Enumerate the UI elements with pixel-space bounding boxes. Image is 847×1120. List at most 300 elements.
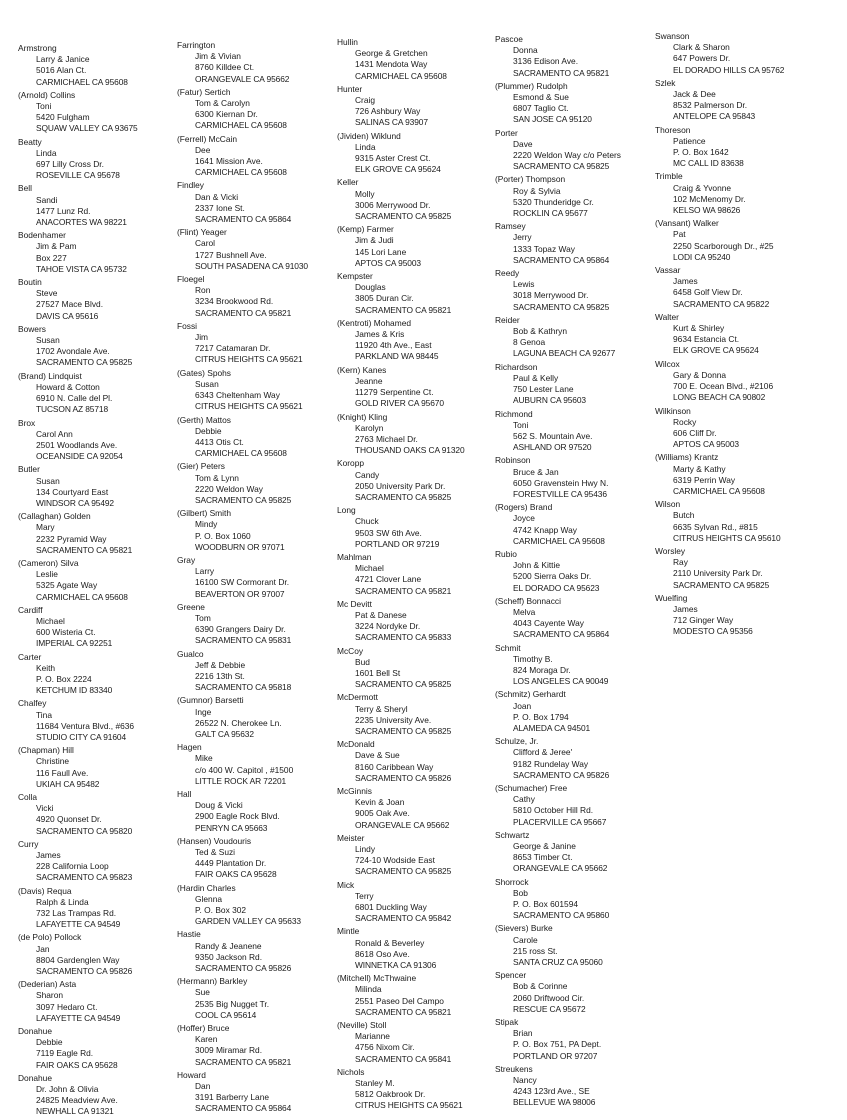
entry-city-state-zip: SACRAMENTO CA 95821 [355,304,452,315]
directory-entry [177,836,342,881]
entry-city-state-zip: SACRAMENTO CA 95860 [513,910,610,921]
directory-entry [177,180,342,225]
entry-street-address: P. O. Box 1642 [673,147,729,158]
entry-surname: (Gates) Spohs [177,367,231,378]
entry-city-state-zip: SACRAMENTO CA 95841 [355,1053,452,1064]
entry-first-names: Clifford & Jeree' [513,747,573,758]
entry-surname: (Callaghan) Golden [18,511,91,522]
entry-first-names: Dan & Vicki [195,191,239,202]
entry-city-state-zip: RESCUE CA 95672 [513,1003,586,1014]
entry-surname: (Schumacher) Free [495,783,568,793]
directory-entry [18,652,183,697]
entry-first-names: John & Kittie [513,560,561,571]
entry-street-address: 6390 Grangers Dairy Dr. [195,624,286,635]
directory-entry [495,643,660,688]
entry-first-names: Donna [513,45,538,56]
directory-entry [655,218,820,263]
entry-city-state-zip: APTOS CA 95003 [673,439,739,450]
entry-surname: (Kern) Kanes [337,364,387,375]
directory-entry [18,979,183,1024]
entry-surname: Floegel [177,274,205,285]
entry-first-names: Craig [355,95,376,106]
entry-street-address: 2337 Ione St. [195,202,245,213]
directory-entry [495,970,660,1015]
entry-first-names: Linda [36,147,57,158]
entry-city-state-zip: FAIR OAKS CA 95628 [195,869,277,880]
entry-street-address: 6458 Golf View Dr. [673,287,743,298]
entry-first-names: Bob & Kathryn [513,326,568,337]
entry-street-address: 215 ross St. [513,945,558,956]
entry-street-address: 134 Courtyard East [36,486,109,497]
entry-first-names: Lewis [513,279,535,290]
entry-first-names: Jan [36,943,50,954]
entry-surname: Bell [18,183,32,194]
entry-city-state-zip: COOL CA 95614 [195,1009,257,1020]
entry-city-state-zip: PORTLAND OR 97219 [355,538,440,549]
entry-first-names: Jim & Judi [355,235,394,246]
entry-street-address: 5810 October Hill Rd. [513,805,594,816]
entry-street-address: 6050 Gravenstein Hwy N. [513,477,609,488]
entry-city-state-zip: ROSEVILLE CA 95678 [36,170,120,181]
entry-surname: (Gerth) Mattos [177,414,231,425]
entry-city-state-zip: PARKLAND WA 98445 [355,351,439,362]
entry-street-address: 697 Lilly Cross Dr. [36,159,104,170]
entry-city-state-zip: GALT CA 95632 [195,728,254,739]
entry-street-address: 11920 4th Ave., East [355,340,432,351]
entry-street-address: P. O. Box 1794 [513,711,569,722]
entry-first-names: Pat & Danese [355,609,407,620]
entry-surname: Hullin [337,37,358,47]
entry-street-address: 7119 Eagle Rd. [36,1048,94,1059]
entry-city-state-zip: GARDEN VALLEY CA 95633 [195,916,301,927]
entry-street-address: 8618 Oso Ave. [355,948,410,959]
entry-surname: McGinnis [337,786,372,796]
entry-first-names: Inge [195,706,212,717]
entry-surname: Shorrock [495,876,529,887]
entry-surname: Schulze, Jr. [495,736,539,747]
entry-first-names: Carol Ann [36,428,73,439]
entry-street-address: 2763 Michael Dr. [355,433,418,444]
entry-first-names: Steve [36,288,58,299]
entry-first-names: Kevin & Joan [355,797,405,808]
entry-street-address: 3234 Brookwood Rd. [195,296,274,307]
entry-street-address: 1333 Topaz Way [513,243,575,254]
entry-surname: (Porter) Thompson [495,174,566,185]
entry-city-state-zip: SACRAMENTO CA 95825 [513,301,610,312]
entry-city-state-zip: CARMICHAEL CA 95608 [355,70,447,81]
entry-surname: Wilson [655,499,681,510]
entry-street-address: 145 Lori Lane [355,246,407,257]
entry-surname: (Neville) Stoll [337,1020,387,1031]
entry-city-state-zip: SACRAMENTO CA 95826 [36,966,133,977]
directory-entry [337,37,502,82]
entry-city-state-zip: ALAMEDA CA 94501 [513,722,591,733]
entry-surname: (Gumnor) Barsetti [177,695,244,706]
entry-first-names: Larry [195,566,215,577]
directory-entry [177,929,342,974]
entry-street-address: 116 Faull Ave. [36,767,89,778]
entry-city-state-zip: TUCSON AZ 85718 [36,404,109,415]
entry-street-address: 3136 Edison Ave. [513,56,579,67]
entry-city-state-zip: SACRAMENTO CA 95821 [355,585,452,596]
entry-surname: Trimble [655,171,683,182]
entry-first-names: Dan [195,1081,211,1092]
entry-street-address: 4413 Otis Ct. [195,436,244,447]
entry-street-address: 6343 Cheltenham Way [195,390,280,401]
entry-surname: Nichols [337,1066,365,1077]
entry-first-names: Butch [673,510,695,521]
directory-entry [655,406,820,451]
entry-street-address: 6910 N. Calle del Pl. [36,393,113,404]
entry-street-address: 27527 Mace Blvd. [36,299,104,310]
entry-city-state-zip: SACRAMENTO CA 95825 [355,725,452,736]
entry-street-address: 1601 Bell St [355,667,401,678]
entry-first-names: Christine [36,756,70,767]
entry-street-address: 4721 Clover Lane [355,574,422,585]
entry-surname: Wilkinson [655,405,691,416]
directory-entry [655,31,820,76]
entry-city-state-zip: ELK GROVE CA 95624 [673,345,759,356]
entry-city-state-zip: CARMICHAEL CA 95608 [195,167,287,178]
entry-surname: Fossi [177,320,198,331]
directory-entry [655,499,820,544]
entry-street-address: 8760 Killdee Ct. [195,62,255,73]
entry-surname: Mahlman [337,551,372,562]
directory-entry [495,268,660,313]
directory-entry [337,458,502,503]
entry-first-names: Toni [36,101,52,112]
entry-surname: (Dederian) Asta [18,979,77,990]
directory-entry [495,221,660,266]
entry-street-address: 1641 Mission Ave. [195,156,263,167]
entry-surname: (Kemp) Farmer [337,224,394,235]
directory-entry [177,742,342,787]
directory-entry [337,224,502,269]
directory-entry [495,596,660,641]
entry-first-names: Dave & Sue [355,750,400,761]
entry-surname: Long [337,505,356,516]
entry-street-address: 606 Cliff Dr. [673,427,717,438]
entry-city-state-zip: KETCHUM ID 83340 [36,685,113,696]
entry-street-address: 102 McMenomy Dr. [673,193,746,204]
entry-city-state-zip: THOUSAND OAKS CA 91320 [355,445,465,456]
entry-city-state-zip: ASHLAND OR 97520 [513,442,592,453]
entry-city-state-zip: CITRUS HEIGHTS CA 95610 [673,532,781,543]
directory-entry [18,324,183,369]
entry-first-names: Tina [36,709,52,720]
entry-street-address: 5812 Oakbrook Dr. [355,1089,426,1100]
directory-entry [337,177,502,222]
entry-street-address: 700 E. Ocean Blvd., #2106 [673,381,774,392]
directory-column [337,37,502,1114]
entry-street-address: 11684 Ventura Blvd., #636 [36,720,135,731]
entry-surname: Schmit [495,642,521,653]
entry-street-address: 3006 Merrywood Dr. [355,199,431,210]
directory-entry [655,546,820,591]
entry-city-state-zip: SACRAMENTO CA 95825 [355,491,452,502]
directory-entry [177,415,342,460]
entry-first-names: Larry & Janice [36,54,90,65]
entry-first-names: Dr. John & Olivia [36,1084,99,1095]
entry-first-names: Lindy [355,844,376,855]
entry-street-address: 2501 Woodlands Ave. [36,439,118,450]
entry-street-address: 5016 Alan Ct. [36,65,87,76]
entry-surname: (Hermann) Barkley [177,976,248,987]
entry-surname: Boutin [18,277,42,288]
entry-city-state-zip: SANTA CRUZ CA 95060 [513,957,603,968]
entry-surname: Vassar [655,265,681,276]
entry-city-state-zip: SACRAMENTO CA 95821 [355,1006,452,1017]
entry-city-state-zip: WOODBURN OR 97071 [195,541,285,552]
entry-surname: Wilcox [655,358,680,369]
entry-surname: Armstrong [18,43,57,53]
entry-first-names: Leslie [36,569,58,580]
entry-street-address: 1702 Avondale Ave. [36,346,110,357]
entry-city-state-zip: AUBURN CA 95603 [513,395,586,406]
entry-city-state-zip: ORANGEVALE CA 95662 [195,73,290,84]
entry-first-names: James & Kris [355,329,405,340]
entry-surname: (Hansen) Voudouris [177,835,252,846]
entry-surname: Rubio [495,548,517,559]
entry-first-names: Kurt & Shirley [673,323,725,334]
entry-surname: Wuelfing [655,592,688,603]
directory-entry [655,312,820,357]
directory-entry [495,689,660,734]
entry-street-address: 724-10 Wodside East [355,855,435,866]
directory-entry [495,549,660,594]
entry-city-state-zip: LODI CA 95240 [673,251,731,262]
entry-first-names: Susan [195,378,219,389]
entry-surname: Beatty [18,136,42,147]
entry-first-names: Glenna [195,893,223,904]
entry-first-names: Jeff & Debbie [195,659,246,670]
entry-city-state-zip: SAN JOSE CA 95120 [513,114,592,125]
entry-first-names: Paul & Kelly [513,372,559,383]
entry-street-address: 24825 Meadview Ave. [36,1095,118,1106]
entry-street-address: 9005 Oak Ave. [355,808,410,819]
entry-street-address: 5325 Agate Way [36,580,98,591]
entry-first-names: Ted & Suzi [195,847,236,858]
entry-first-names: Susan [36,475,60,486]
entry-city-state-zip: CARMICHAEL CA 95608 [195,448,287,459]
entry-street-address: 8653 Timber Ct. [513,852,573,863]
entry-city-state-zip: LAFAYETTE CA 94549 [36,919,121,930]
entry-city-state-zip: BELLEVUE WA 98006 [513,1097,596,1108]
entry-first-names: Chuck [355,516,379,527]
entry-surname: (Arnold) Collins [18,89,76,100]
directory-entry [18,1026,183,1071]
entry-city-state-zip: SACRAMENTO CA 95825 [355,866,452,877]
entry-street-address: 600 Wisteria Ct. [36,627,96,638]
directory-entry [177,40,342,85]
entry-street-address: 4043 Cayente Way [513,618,584,629]
entry-street-address: 750 Lester Lane [513,384,574,395]
entry-city-state-zip: ORANGEVALE CA 95662 [513,863,608,874]
entry-first-names: Dee [195,144,211,155]
entry-street-address: 2050 University Park Dr. [355,480,446,491]
entry-city-state-zip: PLACERVILLE CA 95667 [513,816,607,827]
entry-city-state-zip: PENRYN CA 95663 [195,822,268,833]
directory-entry [177,602,342,647]
entry-city-state-zip: SACRAMENTO CA 95821 [36,544,133,555]
directory-entry [337,84,502,129]
entry-city-state-zip: SQUAW VALLEY CA 93675 [36,123,138,134]
entry-street-address: 26522 N. Cherokee Ln. [195,717,282,728]
entry-surname: (Hoffer) Bruce [177,1023,230,1034]
entry-surname: Walter [655,311,679,322]
entry-surname: (Hardin Charles [177,882,236,893]
directory-entry [337,505,502,550]
directory-entry [177,368,342,413]
directory-entry [18,792,183,837]
directory-entry [495,315,660,360]
entry-surname: Bodenhamer [18,230,66,241]
entry-city-state-zip: DAVIS CA 95616 [36,310,99,321]
entry-city-state-zip: ANTELOPE CA 95843 [673,111,756,122]
entry-first-names: Carol [195,238,216,249]
entry-first-names: Mary [36,522,55,533]
entry-street-address: 4920 Quonset Dr. [36,814,102,825]
directory-entry [177,1070,342,1115]
entry-first-names: Mike [195,753,213,764]
entry-surname: Ramsey [495,221,526,232]
directory-entry [18,183,183,228]
entry-first-names: Terry [355,890,374,901]
entry-surname: Schwartz [495,829,530,840]
entry-city-state-zip: LAGUNA BEACH CA 92677 [513,348,616,359]
entry-first-names: Karen [195,1034,218,1045]
directory-entry [177,274,342,319]
entry-first-names: Jack & Dee [673,89,716,100]
entry-first-names: Jim & Vivian [195,51,241,62]
entry-surname: (Schmitz) Gerhardt [495,689,566,700]
entry-surname: Swanson [655,31,690,41]
entry-street-address: 6319 Perrin Way [673,474,736,485]
entry-surname: Richmond [495,408,533,419]
entry-surname: Mintle [337,926,360,937]
directory-entry [18,43,183,88]
entry-city-state-zip: SACRAMENTO CA 95825 [195,494,292,505]
entry-first-names: Tom & Carolyn [195,98,250,109]
entry-first-names: Tom & Lynn [195,472,239,483]
entry-surname: (Kentroti) Mohamed [337,317,412,328]
directory-entry [18,230,183,275]
entry-surname: (Davis) Requa [18,885,72,896]
directory-entry [655,359,820,404]
entry-first-names: James [673,276,698,287]
entry-street-address: 8804 Gardenglen Way [36,954,120,965]
entry-surname: Findley [177,180,204,191]
entry-city-state-zip: MC CALL ID 83638 [673,158,744,169]
entry-first-names: Randy & Jeanene [195,940,262,951]
entry-first-names: Bob [513,887,528,898]
entry-first-names: Nancy [513,1075,537,1086]
entry-street-address: 9315 Aster Crest Ct. [355,153,431,164]
entry-city-state-zip: FAIR OAKS CA 95628 [36,1059,118,1070]
entry-street-address: 11279 Serpentine Ct. [355,387,434,398]
entry-street-address: 6635 Sylvan Rd., #815 [673,521,758,532]
entry-surname: Robinson [495,455,531,466]
entry-surname: Bowers [18,323,46,334]
directory-entry [655,593,820,638]
entry-surname: Howard [177,1069,206,1080]
entry-street-address: 9503 SW 6th Ave. [355,527,422,538]
entry-city-state-zip: SACRAMENTO CA 95826 [513,769,610,780]
entry-surname: Porter [495,127,518,138]
directory-entry [495,783,660,828]
entry-surname: Hastie [177,929,201,940]
directory-entry [18,511,183,556]
directory-entry [337,365,502,410]
entry-first-names: Brian [513,1028,533,1039]
entry-city-state-zip: SACRAMENTO CA 95825 [355,211,452,222]
entry-city-state-zip: SACRAMENTO CA 95864 [195,214,292,225]
entry-surname: Hunter [337,83,363,94]
entry-surname: McDonald [337,739,375,750]
entry-surname: (Jividen) Wiklund [337,130,401,141]
entry-surname: Spencer [495,970,527,981]
entry-first-names: Clark & Sharon [673,42,730,53]
entry-first-names: Douglas [355,282,386,293]
entry-street-address: 4742 Knapp Way [513,524,577,535]
entry-street-address: P. O. Box 2224 [36,673,92,684]
entry-city-state-zip: SACRAMENTO CA 95825 [355,679,452,690]
entry-first-names: Joan [513,700,532,711]
entry-surname: Butler [18,464,40,475]
entry-first-names: Mindy [195,519,218,530]
directory-entry [337,786,502,831]
entry-surname: Meister [337,832,365,843]
entry-surname: Reider [495,314,520,325]
entry-surname: Curry [18,838,39,849]
directory-entry [337,926,502,971]
entry-first-names: James [673,603,698,614]
entry-first-names: Jim & Pam [36,241,77,252]
entry-street-address: 2110 University Park Dr. [673,568,763,579]
entry-city-state-zip: CARMICHAEL CA 95608 [36,591,128,602]
directory-entry [177,227,342,272]
entry-city-state-zip: CARMICHAEL CA 95608 [673,485,765,496]
entry-city-state-zip: SACRAMENTO CA 95864 [513,254,610,265]
entry-first-names: Sharon [36,990,64,1001]
entry-city-state-zip: UKIAH CA 95482 [36,778,100,789]
entry-city-state-zip: SACRAMENTO CA 95831 [195,635,292,646]
entry-city-state-zip: SACRAMENTO CA 95821 [513,67,610,78]
entry-street-address: 4243 123rd Ave., SE [513,1086,590,1097]
entry-first-names: Milinda [355,984,382,995]
entry-first-names: Craig & Yvonne [673,182,732,193]
entry-surname: Worsley [655,545,686,556]
directory-column [18,43,183,1120]
entry-surname: Streukens [495,1063,533,1074]
entry-city-state-zip: MODESTO CA 95356 [673,626,753,637]
entry-city-state-zip: PORTLAND OR 97207 [513,1050,598,1061]
entry-street-address: 1727 Bushnell Ave. [195,249,267,260]
entry-street-address: 2060 Driftwood Cir. [513,992,585,1003]
entry-street-address: 8 Genoa [513,337,546,348]
entry-surname: Reedy [495,268,520,279]
entry-first-names: Vicki [36,803,54,814]
entry-street-address: 3224 Nordyke Dr. [355,621,421,632]
entry-surname: (Ferrell) McCain [177,133,238,144]
directory-entry [495,174,660,219]
entry-street-address: 5420 Fulgham [36,112,90,123]
directory-entry [337,1020,502,1065]
entry-city-state-zip: SACRAMENTO CA 95818 [195,682,292,693]
entry-surname: (Flint) Yeager [177,227,227,238]
directory-entry [495,362,660,407]
directory-entry [655,78,820,123]
